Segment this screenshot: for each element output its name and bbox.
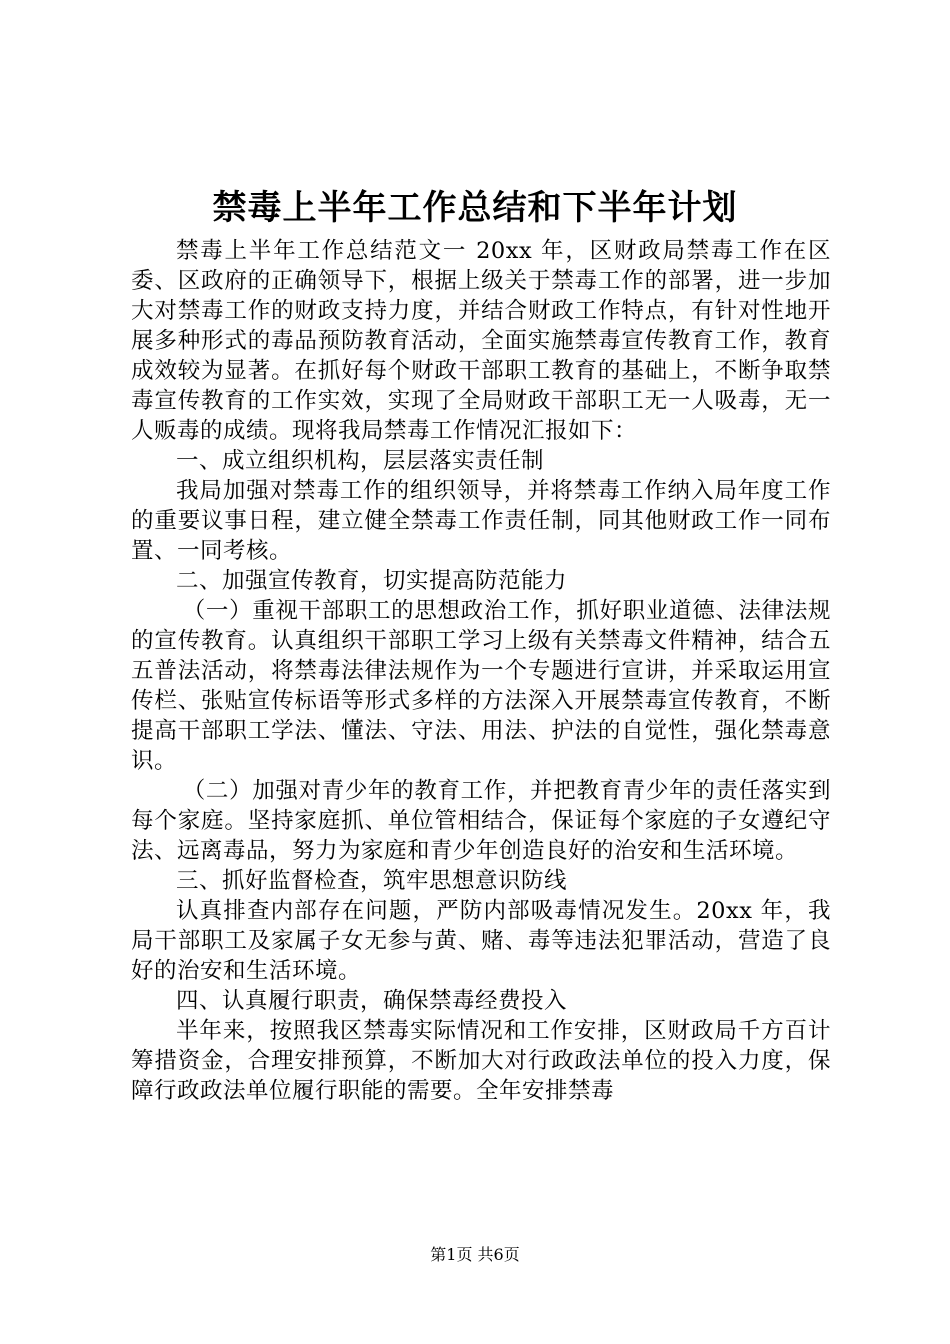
document-title: 禁毒上半年工作总结和下半年计划 [212,188,738,228]
page-number-footer: 第1页 共6页 [430,1245,520,1264]
paragraph-intro: 禁毒上半年工作总结范文一 20xx 年，区财政局禁毒工作在区委、区政府的正确领导下，根据上级关于禁毒工作的部署，进一步加大对禁毒工作的财政支持力度，并结合财政工作特点，有针对性地开展多种形式的毒品预防教育活动，全面实施禁毒宣传教育工作，教育成效较为显著。在抓好每个财政干部职工教育的基础上，不断争取禁毒宣传教育的工作实效，实现了全局财政干部职工无一人吸毒，无一人贩毒的成绩。现将我局禁毒工作情况汇报如下： [131,238,831,444]
paragraph-section-3: 认真排查内部存在问题，严防内部吸毒情况发生。20xx 年，我局干部职工及家属子女无参与黄、赌、毒等违法犯罪活动，营造了良好的治安和生活环境。 [131,898,831,984]
section-heading-4: 四、认真履行职责，确保禁毒经费投入 [176,988,568,1014]
paragraph-subsection-2: （二）加强对青少年的教育工作，并把教育青少年的责任落实到每个家庭。坚持家庭抓、单位管相结合，保证每个家庭的子女遵纪守法、远离毒品，努力为家庭和青少年创造良好的治安和生活环境。 [131,778,831,864]
section-heading-3: 三、抓好监督检查，筑牢思想意识防线 [176,868,568,894]
paragraph-section-1: 我局加强对禁毒工作的组织领导，并将禁毒工作纳入局年度工作的重要议事日程，建立健全禁毒工作责任制，同其他财政工作一同布置、一同考核。 [131,478,831,564]
section-heading-1: 一、成立组织机构，层层落实责任制 [176,448,545,474]
paragraph-section-4: 半年来，按照我区禁毒实际情况和工作安排，区财政局千方百计筹措资金，合理安排预算，不断加大对行政政法单位的投入力度，保障行政政法单位履行职能的需要。全年安排禁毒 [131,1018,831,1104]
paragraph-subsection-1: （一）重视干部职工的思想政治工作，抓好职业道德、法律法规的宣传教育。认真组织干部职工学习上级有关禁毒文件精神，结合五五普法活动，将禁毒法律法规作为一个专题进行宣讲，并采取运用宣传栏、张贴宣传标语等形式多样的方法深入开展禁毒宣传教育，不断提高干部职工学法、懂法、守法、用法、护法的自觉性，强化禁毒意识。 [131,598,831,774]
document-body [131,236,831,1106]
section-heading-2: 二、加强宣传教育，切实提高防范能力 [176,568,568,594]
